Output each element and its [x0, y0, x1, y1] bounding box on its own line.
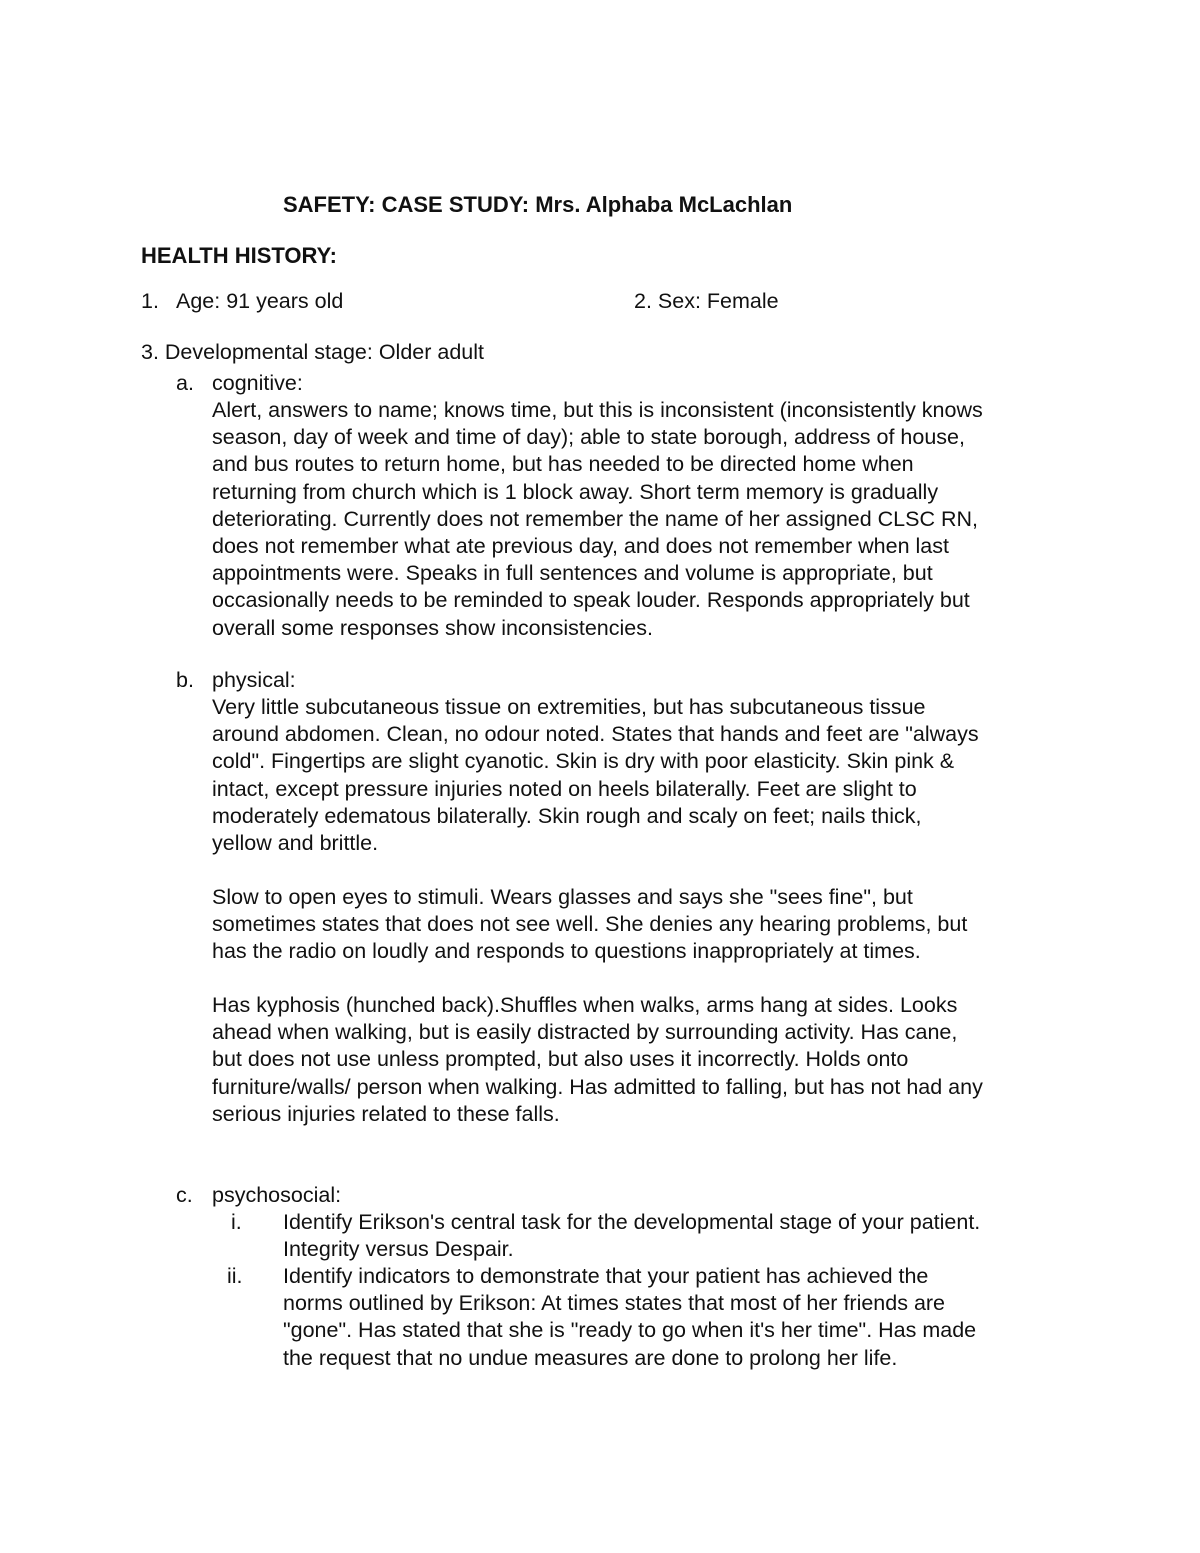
cognitive-paragraph	[212, 397, 983, 642]
physical-line: has the radio on loudly and responds to questions inappropriately at times.	[212, 939, 921, 964]
physical-paragraph-2	[212, 884, 967, 966]
physical-line: Very little subcutaneous tissue on extremities, but has subcutaneous tissue	[212, 695, 926, 719]
cognitive-line: appointments were. Speaks in full sentences and volume is appropriate, but	[212, 561, 933, 586]
psychosocial-line: norms outlined by Erikson: At times states that most of her friends are	[283, 1291, 946, 1316]
physical-line: cold". Fingertips are slight cyanotic. Skin is dry with poor elasticity. Skin pink &	[212, 749, 955, 774]
cognitive-label: cognitive:	[212, 371, 303, 395]
physical-line: around abdomen. Clean, no odour noted. States that hands and feet are "always	[212, 722, 979, 747]
item-sex: 2. Sex: Female	[634, 289, 779, 313]
physical-marker: b.	[176, 668, 194, 692]
physical-line: moderately edematous bilaterally. Skin rough and scaly on feet; nails thick,	[212, 803, 922, 828]
section-heading-health-history: HEALTH HISTORY:	[141, 243, 337, 268]
psychosocial-line: the request that no undue measures are done to prolong her life.	[283, 1345, 898, 1370]
psychosocial-line: Integrity versus Despair.	[283, 1237, 514, 1262]
physical-line: sometimes states that does not see well. She denies any hearing problems, but	[212, 912, 968, 937]
physical-paragraph-1	[212, 694, 979, 857]
item-1-marker: 1.	[141, 289, 159, 313]
psychosocial-sub-ii-marker: ii.	[227, 1264, 243, 1288]
physical-line: ahead when walking, but is easily distracted by surrounding activity. Has cane,	[212, 1020, 958, 1045]
psychosocial-line: "gone". Has stated that she is "ready to go when it's her time". Has made	[283, 1318, 977, 1343]
psychosocial-line: Identify indicators to demonstrate that your patient has achieved the	[283, 1264, 929, 1288]
psychosocial-sub-ii	[283, 1263, 976, 1372]
physical-line: Slow to open eyes to stimuli. Wears glasses and says she "sees fine", but	[212, 885, 913, 909]
physical-paragraph-3	[212, 992, 983, 1128]
cognitive-line: deteriorating. Currently does not remember the name of her assigned CLSC RN,	[212, 506, 979, 531]
psychosocial-sub-i-marker: i.	[231, 1210, 242, 1234]
item-developmental-stage: 3. Developmental stage: Older adult	[141, 340, 485, 364]
cognitive-line: season, day of week and time of day); able to state borough, address of house,	[212, 425, 965, 450]
cognitive-line: overall some responses show inconsistencies.	[212, 615, 653, 640]
psychosocial-line: Identify Erikson's central task for the developmental stage of your patient.	[283, 1210, 981, 1234]
physical-line: intact, except pressure injuries noted on heels bilaterally. Feet are slight to	[212, 776, 917, 801]
psychosocial-marker: c.	[176, 1183, 193, 1207]
cognitive-line: and bus routes to return home, but has needed to be directed home when	[212, 452, 914, 477]
document-title: SAFETY: CASE STUDY: Mrs. Alphaba McLachlan	[283, 192, 793, 217]
cognitive-line: returning from church which is 1 block away. Short term memory is gradually	[212, 479, 939, 504]
physical-line: but does not use unless prompted, but also uses it incorrectly. Holds onto	[212, 1047, 909, 1072]
cognitive-line: does not remember what ate previous day, and does not remember when last	[212, 534, 949, 559]
physical-line: Has kyphosis (hunched back).Shuffles when walks, arms hang at sides. Looks	[212, 993, 958, 1017]
physical-line: serious injuries related to these falls.	[212, 1101, 560, 1126]
psychosocial-sub-i	[283, 1209, 980, 1263]
cognitive-line: Alert, answers to name; knows time, but this is inconsistent (inconsistently knows	[212, 398, 983, 422]
psychosocial-label: psychosocial:	[212, 1183, 342, 1207]
physical-label: physical:	[212, 668, 296, 692]
item-age: Age: 91 years old	[176, 289, 344, 313]
physical-line: furniture/walls/ person when walking. Has admitted to falling, but has not had any	[212, 1074, 983, 1099]
cognitive-line: occasionally needs to be reminded to speak louder. Responds appropriately but	[212, 588, 970, 613]
physical-line: yellow and brittle.	[212, 831, 379, 856]
cognitive-marker: a.	[176, 371, 194, 395]
